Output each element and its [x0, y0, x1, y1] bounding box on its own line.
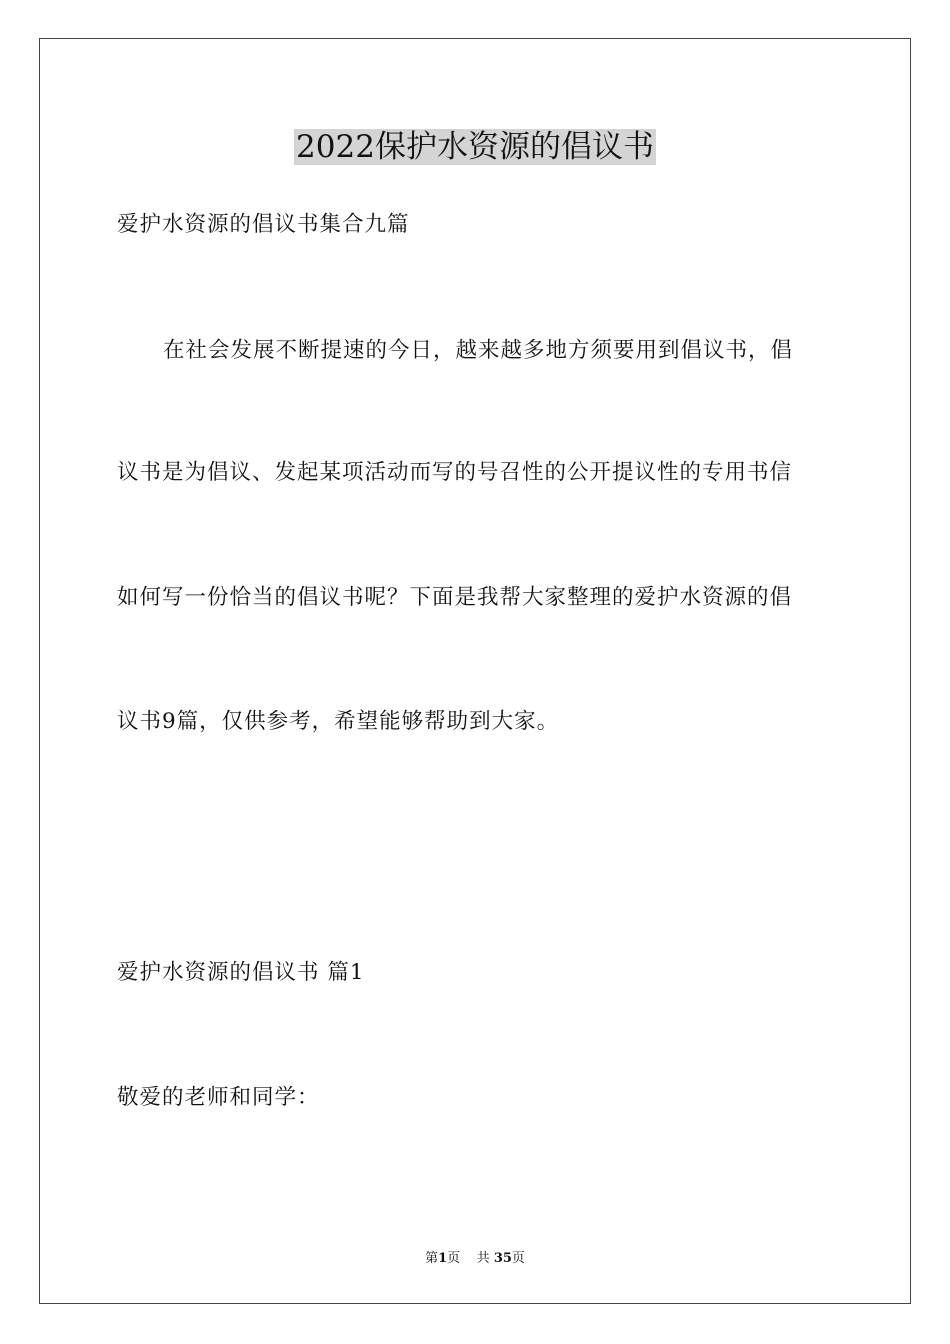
- page-footer: [0, 1247, 950, 1266]
- footer-total-suffix: 页: [511, 1251, 525, 1266]
- footer-page-suffix: 页: [447, 1251, 461, 1266]
- document-subtitle: 爱护水资源的倡议书集合九篇: [117, 212, 410, 237]
- salutation: 敬爱的老师和同学：: [117, 1085, 320, 1110]
- footer-page-number: 1: [438, 1251, 448, 1266]
- document-title: [0, 126, 950, 168]
- document-title-text: 2022保护水资源的倡议书: [296, 129, 654, 165]
- intro-line-3: 如何写一份恰当的倡议书呢？下面是我帮大家整理的爱护水资源的倡: [117, 585, 793, 610]
- intro-line-2: 议书是为倡议、发起某项活动而写的号召性的公开提议性的专用书信: [117, 460, 793, 485]
- footer-page-prefix: 第: [425, 1251, 439, 1266]
- intro-line-1: 在社会发展不断提速的今日，越来越多地方须要用到倡议书，倡: [163, 338, 794, 363]
- section-heading: 爱护水资源的倡议书 篇1: [117, 960, 365, 985]
- footer-total-pages: 35: [493, 1251, 512, 1266]
- intro-line-4: 议书9篇，仅供参考，希望能够帮助到大家。: [117, 709, 560, 734]
- footer-total-prefix: 共: [476, 1251, 490, 1266]
